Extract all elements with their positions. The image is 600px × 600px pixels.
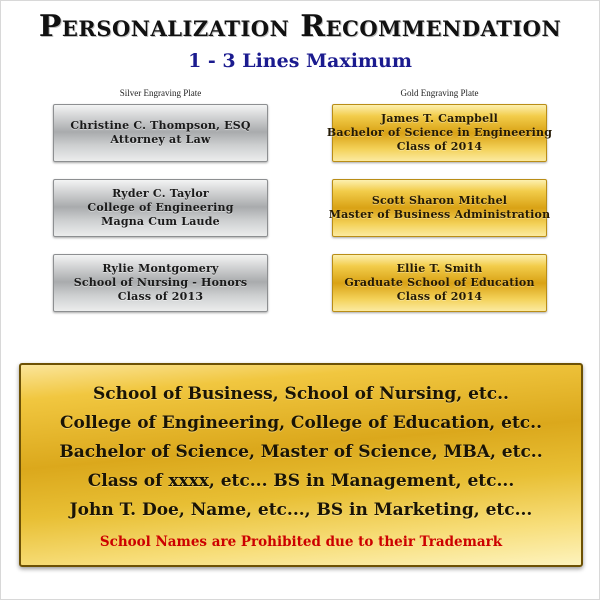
silver-plate-sample-2 <box>53 179 268 237</box>
page-subtitle: 1 - 3 Lines Maximum <box>188 50 412 72</box>
plate-line: Class of 2014 <box>396 140 483 153</box>
trademark-warning: School Names are Prohibited due to their Trademark <box>99 534 503 550</box>
banner-line: School of Business, School of Nursing, etc.. <box>93 384 509 404</box>
plate-line: Class of 2014 <box>396 290 483 303</box>
plate-line: Scott Sharon Mitchel <box>371 194 508 207</box>
gold-plate-column <box>326 88 553 329</box>
gold-plate-sample-2 <box>328 179 551 237</box>
silver-column-heading: Silver Engraving Plate <box>119 88 202 98</box>
plate-line: Magna Cum Laude <box>101 215 220 228</box>
banner-line: John T. Doe, Name, etc..., BS in Marketing, etc... <box>69 500 533 520</box>
plate-line: James T. Campbell <box>380 112 499 125</box>
gold-column-heading: Gold Engraving Plate <box>400 88 479 98</box>
banner-line: Class of xxxx, etc... BS in Management, etc... <box>87 471 515 491</box>
plate-line: Ryder C. Taylor <box>112 187 209 200</box>
plate-line: Graduate School of Education <box>344 276 535 289</box>
plate-line: Rylie Montgomery <box>102 262 219 275</box>
gold-plate-sample-1 <box>326 104 553 162</box>
plate-line: Class of 2013 <box>117 290 204 303</box>
plate-line: College of Engineering <box>87 201 234 214</box>
examples-banner <box>19 363 583 567</box>
silver-plate-column <box>53 88 268 329</box>
plate-line: Attorney at Law <box>110 133 211 146</box>
plate-line: Ellie T. Smith <box>396 262 483 275</box>
plate-line: Bachelor of Science in Engineering <box>326 126 553 139</box>
silver-plate-sample-3 <box>53 254 268 312</box>
plate-line: Christine C. Thompson, ESQ <box>70 119 251 132</box>
banner-line: Bachelor of Science, Master of Science, MBA, etc.. <box>59 442 543 462</box>
silver-plate-sample-1 <box>53 104 268 162</box>
plate-line: Master of Business Administration <box>328 208 551 221</box>
page-title: Personalization Recommendation <box>38 9 562 44</box>
gold-plate-sample-3 <box>332 254 547 312</box>
plate-line: School of Nursing - Honors <box>73 276 248 289</box>
banner-line: College of Engineering, College of Education, etc.. <box>59 413 542 433</box>
plate-columns <box>1 88 599 329</box>
